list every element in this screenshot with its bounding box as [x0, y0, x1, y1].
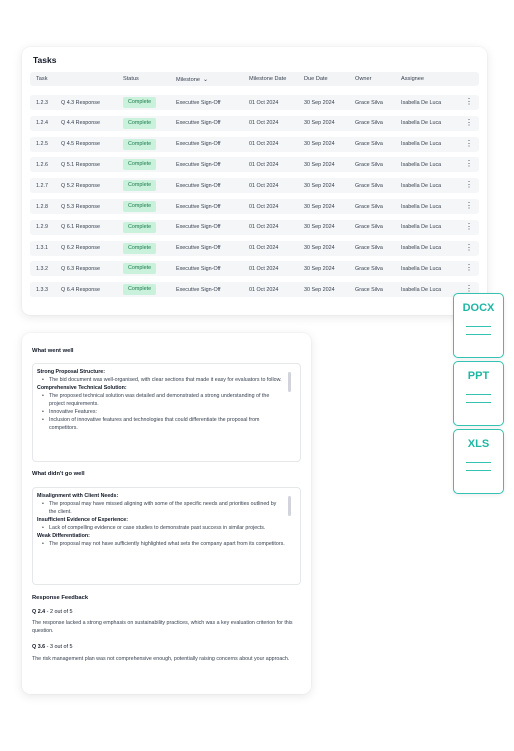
- milestone-date: 01 Oct 2024: [249, 182, 279, 189]
- export-label: PPT: [467, 370, 490, 382]
- milestone: Executive Sign-Off: [176, 182, 221, 189]
- table-row[interactable]: [30, 116, 479, 131]
- status-badge: Complete: [123, 97, 156, 108]
- more-options-icon[interactable]: ⋮: [465, 263, 473, 273]
- status-badge: Complete: [123, 284, 156, 295]
- owner: Grace Silva: [355, 245, 383, 252]
- assignee: Isabella De Luca: [401, 224, 442, 231]
- feedback-bullet: • Innovative Features:: [37, 408, 285, 416]
- response-q2-number: Q 3.6: [32, 644, 46, 650]
- feedback-heading: Comprehensive Technical Solution:: [37, 385, 127, 391]
- due-date: 30 Sep 2024: [304, 99, 335, 106]
- table-row[interactable]: [30, 178, 479, 193]
- task-number: 1.2.8: [36, 203, 48, 210]
- assignee: Isabella De Luca: [401, 120, 442, 127]
- task-number: 1.2.4: [36, 120, 48, 127]
- tasks-title: Tasks: [33, 55, 57, 65]
- milestone: Executive Sign-Off: [176, 286, 221, 293]
- status-badge: Complete: [123, 201, 156, 212]
- feedback-heading: Insufficient Evidence of Experience:: [37, 517, 128, 523]
- due-date: 30 Sep 2024: [304, 182, 335, 189]
- header-due-date[interactable]: Due Date: [304, 76, 328, 82]
- more-options-icon[interactable]: ⋮: [465, 117, 473, 127]
- assignee: Isabella De Luca: [401, 182, 442, 189]
- milestone: Executive Sign-Off: [176, 141, 221, 148]
- more-options-icon[interactable]: ⋮: [465, 242, 473, 252]
- response-q2-text: The risk management plan was not comprehensive enough, potentially raising concerns about your approach.: [32, 656, 290, 662]
- due-date: 30 Sep 2024: [304, 224, 335, 231]
- more-options-icon[interactable]: ⋮: [465, 180, 473, 190]
- response-q1: [32, 609, 72, 615]
- task-number: 1.2.3: [36, 99, 48, 106]
- didnt-go-well-scrollbar[interactable]: [288, 496, 291, 516]
- didnt-go-well-box[interactable]: [32, 487, 301, 585]
- feedback-bullet: • Lack of compelling evidence or case studies to demonstrate past success in similar projects.: [37, 524, 285, 532]
- assignee: Isabella De Luca: [401, 286, 442, 293]
- milestone-date: 01 Oct 2024: [249, 265, 279, 272]
- response-q1-text: The response lacked a strong emphasis on sustainability practices, which was a key evaluation criterion for this question.: [32, 620, 293, 634]
- tasks-table-header: [30, 72, 479, 86]
- export-label: DOCX: [462, 302, 495, 314]
- milestone-date: 01 Oct 2024: [249, 286, 279, 293]
- header-milestone-date[interactable]: Milestone Date: [249, 76, 287, 82]
- task-name: Q 4.3 Response: [61, 99, 100, 106]
- feedback-heading: Misalignment with Client Needs:: [37, 493, 119, 499]
- assignee: Isabella De Luca: [401, 203, 442, 210]
- feedback-bullet: • The proposal may not have sufficiently highlighted what sets the company apart from its competitors.: [37, 540, 285, 548]
- status-badge: Complete: [123, 139, 156, 150]
- feedback-heading: Strong Proposal Structure:: [37, 369, 105, 375]
- document-line-icon: [466, 402, 491, 403]
- owner: Grace Silva: [355, 182, 383, 189]
- milestone-date: 01 Oct 2024: [249, 161, 279, 168]
- table-row[interactable]: [30, 220, 479, 235]
- table-row[interactable]: [30, 157, 479, 172]
- document-line-icon: [466, 326, 491, 327]
- task-number: 1.2.7: [36, 182, 48, 189]
- milestone-date: 01 Oct 2024: [249, 245, 279, 252]
- assignee: Isabella De Luca: [401, 245, 442, 252]
- status-badge: Complete: [123, 243, 156, 254]
- table-row[interactable]: [30, 137, 479, 152]
- went-well-list: [37, 368, 285, 432]
- task-name: Q 5.1 Response: [61, 161, 100, 168]
- milestone: Executive Sign-Off: [176, 245, 221, 252]
- task-number: 1.3.3: [36, 286, 48, 293]
- milestone: Executive Sign-Off: [176, 224, 221, 231]
- document-line-icon: [466, 462, 491, 463]
- task-number: 1.3.2: [36, 265, 48, 272]
- milestone-date: 01 Oct 2024: [249, 141, 279, 148]
- header-status[interactable]: Status: [123, 76, 139, 82]
- task-name: Q 6.4 Response: [61, 286, 100, 293]
- export-ppt-button[interactable]: [453, 361, 504, 426]
- more-options-icon[interactable]: ⋮: [465, 201, 473, 210]
- response-q1-score: - 2 out of 5: [45, 609, 73, 615]
- task-name: Q 6.1 Response: [61, 224, 100, 231]
- tasks-card: [22, 47, 487, 315]
- header-task[interactable]: Task: [36, 76, 48, 82]
- status-badge: Complete: [123, 180, 156, 191]
- milestone-date: 01 Oct 2024: [249, 203, 279, 210]
- task-name: Q 5.2 Response: [61, 182, 100, 189]
- task-number: 1.2.6: [36, 161, 48, 168]
- table-row[interactable]: [30, 95, 479, 110]
- table-row[interactable]: [30, 282, 479, 297]
- more-options-icon[interactable]: ⋮: [465, 138, 473, 148]
- table-row[interactable]: [30, 241, 479, 256]
- task-number: 1.3.1: [36, 245, 48, 252]
- header-milestone[interactable]: [176, 76, 208, 83]
- task-name: Q 4.4 Response: [61, 120, 100, 127]
- table-row[interactable]: [30, 261, 479, 276]
- response-q1-number: Q 2.4: [32, 609, 46, 615]
- owner: Grace Silva: [355, 120, 383, 127]
- response-q2-score: - 3 out of 5: [45, 644, 73, 650]
- milestone: Executive Sign-Off: [176, 120, 221, 127]
- task-name: Q 6.3 Response: [61, 265, 100, 272]
- chevron-down-icon[interactable]: ⌄: [202, 77, 208, 83]
- response-feedback-title: Response Feedback: [32, 595, 89, 601]
- feedback-bullet: • The proposed technical solution was detailed and demonstrated a strong understanding of the project requirements.: [37, 392, 285, 408]
- went-well-box[interactable]: [32, 363, 301, 462]
- milestone-date: 01 Oct 2024: [249, 224, 279, 231]
- export-docx-button[interactable]: [453, 293, 504, 358]
- owner: Grace Silva: [355, 161, 383, 168]
- more-options-icon[interactable]: ⋮: [465, 159, 473, 169]
- task-number: 1.2.5: [36, 141, 48, 148]
- owner: Grace Silva: [355, 203, 383, 210]
- more-options-icon[interactable]: ⋮: [465, 284, 473, 294]
- assignee: Isabella De Luca: [401, 99, 442, 106]
- assignee: Isabella De Luca: [401, 141, 442, 148]
- response-q2: [32, 644, 72, 650]
- feedback-card: [22, 333, 311, 694]
- feedback-heading: Weak Differentiation:: [37, 533, 90, 539]
- export-label: XLS: [467, 438, 490, 450]
- more-options-icon[interactable]: ⋮: [465, 221, 473, 231]
- document-line-icon: [466, 334, 491, 335]
- task-name: Q 4.5 Response: [61, 141, 100, 148]
- milestone-date: 01 Oct 2024: [249, 120, 279, 127]
- went-well-scrollbar[interactable]: [288, 372, 291, 392]
- due-date: 30 Sep 2024: [304, 245, 335, 252]
- due-date: 30 Sep 2024: [304, 120, 335, 127]
- task-number: 1.2.9: [36, 224, 48, 231]
- table-row[interactable]: [30, 199, 479, 214]
- owner: Grace Silva: [355, 265, 383, 272]
- milestone: Executive Sign-Off: [176, 203, 221, 210]
- document-line-icon: [466, 470, 491, 471]
- due-date: 30 Sep 2024: [304, 286, 335, 293]
- went-well-title: What went well: [32, 348, 74, 354]
- due-date: 30 Sep 2024: [304, 141, 335, 148]
- status-badge: Complete: [123, 118, 156, 129]
- header-assignee[interactable]: Assignee: [401, 76, 425, 82]
- owner: Grace Silva: [355, 141, 383, 148]
- due-date: 30 Sep 2024: [304, 203, 335, 210]
- didnt-go-well-list: [37, 492, 285, 548]
- document-line-icon: [466, 394, 491, 395]
- task-name: Q 5.3 Response: [61, 203, 100, 210]
- feedback-bullet: • Inclusion of innovative features and technologies that could differentiate the proposal from competitors.: [37, 416, 285, 432]
- assignee: Isabella De Luca: [401, 265, 442, 272]
- assignee: Isabella De Luca: [401, 161, 442, 168]
- feedback-bullet: • The proposal may have missed aligning with some of the specific needs and priorities outlined by the client.: [37, 500, 285, 516]
- header-owner[interactable]: Owner: [355, 76, 372, 82]
- export-xls-button[interactable]: [453, 429, 504, 494]
- owner: Grace Silva: [355, 224, 383, 231]
- task-name: Q 6.2 Response: [61, 245, 100, 252]
- header-milestone-label: Milestone: [176, 77, 200, 83]
- milestone: Executive Sign-Off: [176, 265, 221, 272]
- owner: Grace Silva: [355, 99, 383, 106]
- due-date: 30 Sep 2024: [304, 161, 335, 168]
- owner: Grace Silva: [355, 286, 383, 293]
- feedback-bullet: • The bid document was well-organised, with clear sections that made it easy for evaluators to follow.: [37, 376, 285, 384]
- status-badge: Complete: [123, 222, 156, 233]
- milestone: Executive Sign-Off: [176, 161, 221, 168]
- status-badge: Complete: [123, 159, 156, 170]
- due-date: 30 Sep 2024: [304, 265, 335, 272]
- didnt-go-well-title: What didn't go well: [32, 471, 85, 477]
- milestone-date: 01 Oct 2024: [249, 99, 279, 106]
- status-badge: Complete: [123, 263, 156, 274]
- more-options-icon[interactable]: ⋮: [465, 97, 473, 106]
- milestone: Executive Sign-Off: [176, 99, 221, 106]
